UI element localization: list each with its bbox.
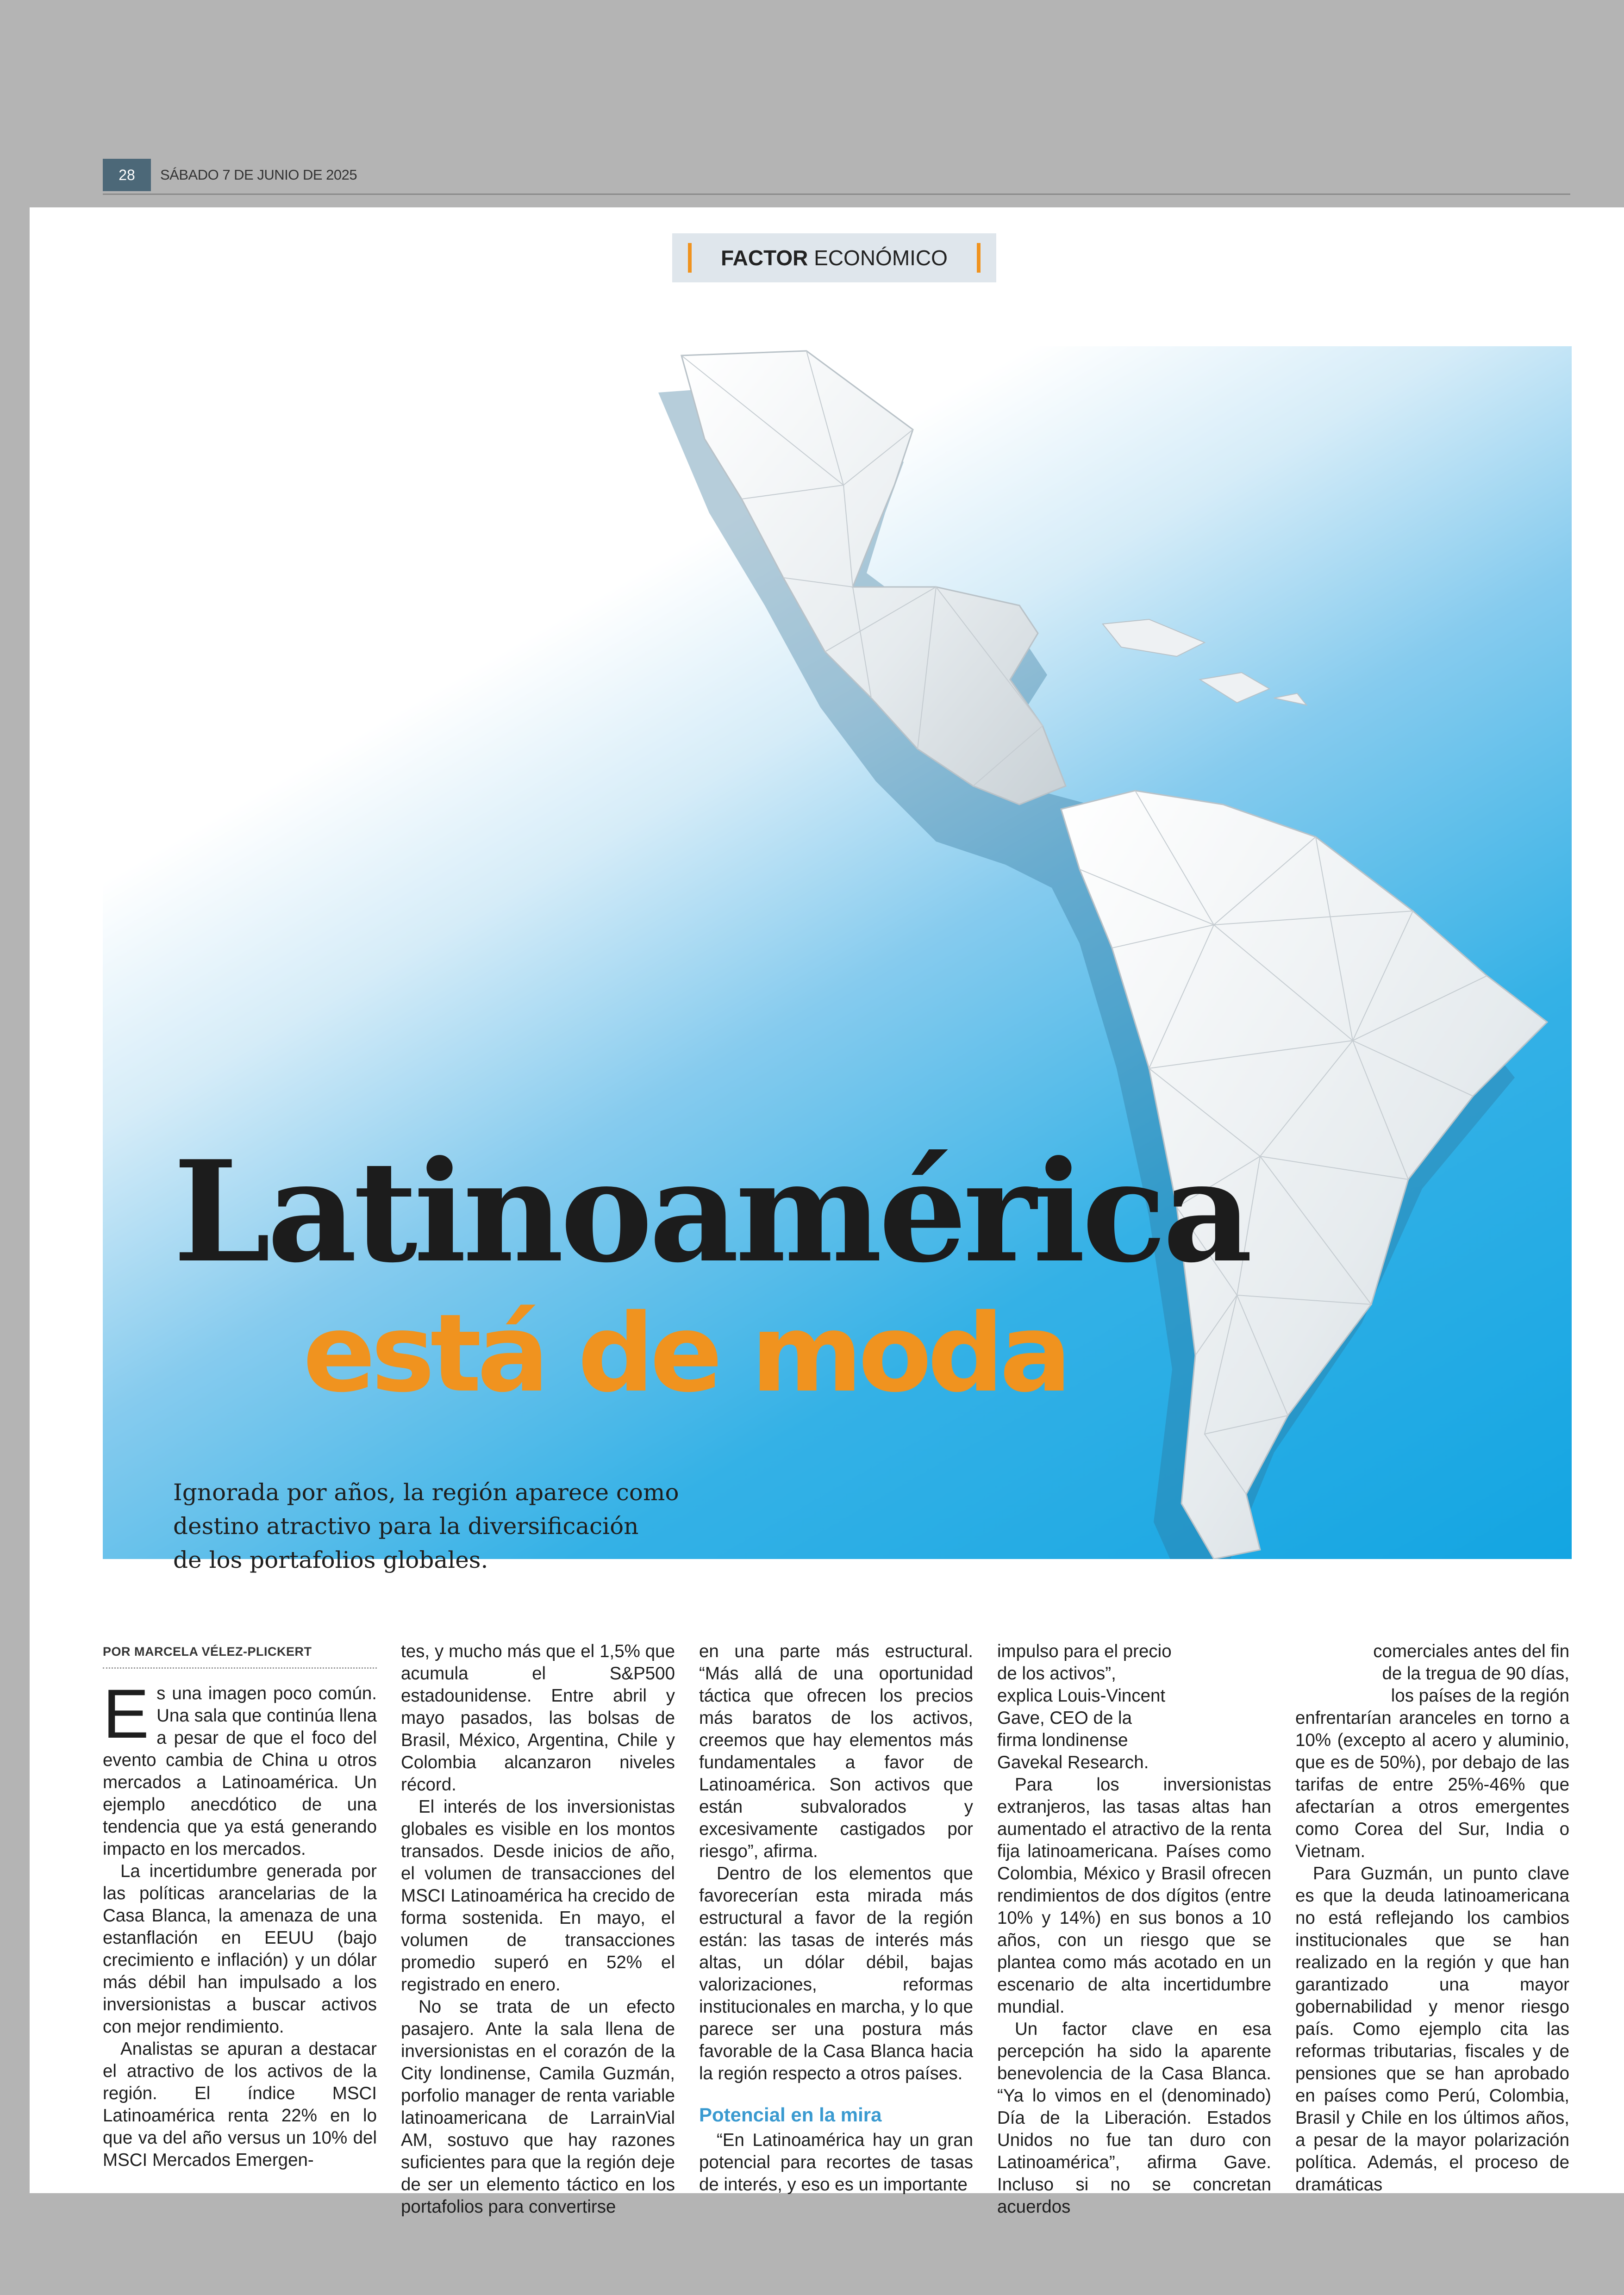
paragraph: La incertidumbre generada por las políticas arancelarias de la Casa Blanca, la amenaza de una estanflación en EEUU (bajo crecimiento e inflación) y un dólar más débil han impulsado a los inversionistas a buscar activos con mejor rendimiento. xyxy=(103,1861,377,2037)
dropcap: E xyxy=(103,1675,150,1752)
subheadline: está de moda xyxy=(303,1291,1068,1416)
section-tag-bar-right xyxy=(977,243,981,273)
caribbean-islands-shape-2 xyxy=(1200,673,1269,703)
byline: POR MARCELA VÉLEZ-PLICKERT xyxy=(103,1640,377,1669)
dek-line: destino atractivo para la diversificación xyxy=(173,1513,639,1540)
headline: Latinoamérica xyxy=(173,1130,1249,1293)
paragraph: No se trata de un efecto pasajero. Ante la sala llena de inversionistas en el corazón de la City londinense, Camila Guzmán, porfolio manager de renta variable latinoamericana de LarrainVial AM, sostuvo que hay razones suficientes para que la región deje de ser un elemento táctico en los portafolios para convertirse xyxy=(401,1997,675,2217)
paragraph: en una parte más estructural. “Más allá de una oportunidad táctica que ofrecen los precios más baratos de los activos, creemos que hay elementos más fundamentales a favor de Latinoamérica. Son activos que están subvalorados y excesivamente castigados por riesgo”, afirma. xyxy=(699,1641,973,1861)
page-number: 28 xyxy=(103,159,151,191)
dek-line: Ignorada por años, la región aparece como xyxy=(173,1479,679,1506)
page-sheet xyxy=(30,207,1624,2217)
section-tag-bar-left xyxy=(688,243,692,273)
paragraph: s una imagen poco común. Una sala que continúa llena a pesar de que el foco del evento cambia de China u otros mercados a Latinoamérica. Un ejemplo anecdótico de una tendencia que ya está generando impacto en los mercados. xyxy=(103,1684,377,1859)
caribbean-islands-shape xyxy=(1103,619,1205,656)
article-column-5 xyxy=(1295,1640,1569,2196)
paragraph: tes, y mucho más que el 1,5% que acumula el S&P500 estadounidense. Entre abril y mayo pasados, las bolsas de Brasil, México, Argentina, Chile y Colombia alcanzaron niveles récord. xyxy=(401,1641,675,1795)
dek-line: de los portafolios globales. xyxy=(173,1547,488,1573)
caribbean-islands-shape-3 xyxy=(1274,693,1306,705)
paragraph: Para los inversionistas extranjeros, las tasas altas han aumentado el atractivo de la renta fija latinoamericana. Países como Colombia, México y Brasil ofrecen rendimientos de dos dígitos (entre 10% y 14%) en sus bonos a 10 años, con un riesgo que se plantea como más acotado en un escenario de alta incertidumbre mundial. xyxy=(997,1775,1271,2017)
issue-date: SÁBADO 7 DE JUNIO DE 2025 xyxy=(160,167,357,183)
section-name-bold: FACTOR xyxy=(721,246,808,270)
article-column-1 xyxy=(103,1640,377,2171)
paragraph: “En Latinoamérica hay un gran potencial para recortes de tasas de interés, y eso es un importante xyxy=(699,2130,973,2195)
paragraph: Dentro de los elementos que favorecerían esta mirada más estructural a favor de la región están: las tasas de interés más altas, un dólar débil, bajas valorizaciones, reformas institucionales en marcha, y lo que parece ser una postura más favorable de la Casa Blanca hacia la región respecto a otros países. xyxy=(699,1864,973,2083)
article-column-4 xyxy=(997,1640,1271,2218)
paragraph-line: los países de la región xyxy=(1391,1686,1569,1706)
article-column-3 xyxy=(699,1640,973,2196)
paragraph-line: de la tregua de 90 días, xyxy=(1382,1664,1569,1684)
paragraph: enfrentarían aranceles en torno a 10% (excepto al acero y aluminio, que es de 50%), por debajo de las tarifas de entre 25%-46% que afectarían a otros emergentes como Corea del Sur, India o Vietnam. xyxy=(1295,1708,1569,1861)
article-dek xyxy=(173,1476,729,1577)
section-name-light: ECONÓMICO xyxy=(814,246,948,270)
paragraph: El interés de los inversionistas globales es visible en los montos transados. Desde inicios de año, el volumen de transacciones del MSCI Latinoamérica ha crecido de forma sostenida. En mayo, el volumen de transacciones promedio superó en 52% el registrado en enero. xyxy=(401,1797,675,1995)
section-tag xyxy=(672,233,996,282)
paragraph: Analistas se apuran a destacar el atractivo de los activos de la región. El índice MSCI Latinoamérica renta 22% en lo que va del año versus un 10% del MSCI Mercados Emergen- xyxy=(103,2039,377,2170)
crosshead: Potencial en la mira xyxy=(699,2104,882,2126)
article-column-2 xyxy=(401,1640,675,2218)
paragraph-line: comerciales antes del fin xyxy=(1373,1641,1569,1661)
paragraph: impulso para el precio de los activos”, explica Louis-Vincent Gave, CEO de la firma londinense Gavekal Research. xyxy=(997,1641,1172,1772)
page-folio xyxy=(103,159,1570,195)
paragraph: Un factor clave en esa percepción ha sido la aparente benevolencia de la Casa Blanca. “Ya lo vimos en el (denominado) Día de la Liberación. Estados Unidos no fue tan duro con Latinoamérica”, afirma Gave. Incluso si no se concretan acuerdos xyxy=(997,2019,1271,2217)
paragraph: Para Guzmán, un punto clave es que la deuda latinoamericana no está reflejando los cambios institucionales que se han realizado en la región y que han garantizado una mayor gobernabilidad y menor riesgo país. Como ejemplo cita las reformas tributarias, fiscales y de pensiones que se han aprobado en países como Perú, Colombia, Brasil y Chile en los últimos años, a pesar de la mayor polarización política. Además, el proceso de dramáticas xyxy=(1295,1864,1569,2195)
